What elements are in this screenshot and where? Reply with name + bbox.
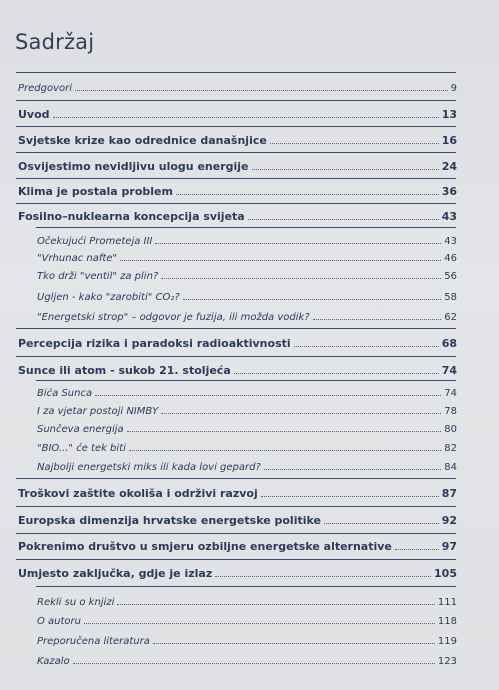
toc-entry-page: 58 xyxy=(444,292,457,303)
dot-leader xyxy=(324,520,439,524)
toc-entry-title: Osvijestimo nevidljivu ulogu energije xyxy=(18,160,249,173)
divider xyxy=(16,506,456,507)
toc-entry-page: 62 xyxy=(444,312,457,323)
toc-entry-title: Bića Sunca xyxy=(37,388,93,399)
toc-subentry[interactable] xyxy=(37,289,457,303)
toc-subentry[interactable] xyxy=(37,268,457,282)
toc-entry-europska[interactable] xyxy=(18,513,457,527)
toc-entry-klima[interactable] xyxy=(18,184,457,198)
toc-subentry[interactable] xyxy=(37,633,457,647)
dot-leader xyxy=(127,428,442,432)
toc-entry-fosilno[interactable] xyxy=(18,209,457,223)
toc-entry-page: 118 xyxy=(437,616,457,627)
toc-entry-page: 16 xyxy=(441,134,457,147)
dot-leader xyxy=(73,660,435,664)
toc-entry-percepcija[interactable] xyxy=(18,336,457,350)
toc-entry-title: "Energetski strop" – odgovor je fuzija, ili možda vodik? xyxy=(37,312,310,323)
toc-entry-title: Troškovi zaštite okoliša i održivi razvoj xyxy=(18,487,258,500)
dot-leader xyxy=(161,410,441,414)
toc-entry-page: 43 xyxy=(441,210,457,223)
toc-entry-title: Očekujući Prometeja III xyxy=(37,236,153,247)
dot-leader xyxy=(261,493,439,497)
divider xyxy=(16,203,456,204)
divider xyxy=(16,478,456,479)
toc-entry-title: "BIO..." će tek biti xyxy=(37,443,126,454)
dot-leader xyxy=(161,275,441,279)
toc-subentry[interactable] xyxy=(37,421,457,435)
toc-subentry[interactable] xyxy=(37,385,457,399)
toc-entry-page: 78 xyxy=(444,406,457,417)
toc-entry-page: 111 xyxy=(437,597,457,608)
dot-leader xyxy=(248,216,439,220)
toc-entry-title: Umjesto zaključka, gdje je izlaz xyxy=(18,567,213,580)
dot-leader xyxy=(129,447,441,451)
dot-leader xyxy=(95,392,441,396)
dot-leader xyxy=(215,573,431,577)
toc-entry-page: 97 xyxy=(441,540,457,553)
divider xyxy=(16,126,456,127)
toc-entry-title: Kazalo xyxy=(37,656,70,667)
toc-entry-page: 13 xyxy=(441,108,457,121)
toc-entry-title: Tko drži "ventil" za plin? xyxy=(37,271,159,282)
toc-entry-pokrenimo[interactable] xyxy=(18,539,457,553)
dot-leader xyxy=(155,240,441,244)
toc-entry-title: Europska dimenzija hrvatske energetske politike xyxy=(18,514,321,527)
toc-entry-sunce[interactable] xyxy=(18,363,457,377)
divider xyxy=(36,380,456,381)
toc-entry-title: Klima je postala problem xyxy=(18,185,173,198)
toc-entry-page: 74 xyxy=(441,364,457,377)
dot-leader xyxy=(270,140,439,144)
dot-leader xyxy=(120,257,441,261)
dot-leader xyxy=(176,191,439,195)
toc-subentry[interactable] xyxy=(37,403,457,417)
divider xyxy=(16,72,456,73)
toc-entry-title: Rekli su o knjizi xyxy=(37,597,115,608)
toc-entry-page: 87 xyxy=(441,487,457,500)
toc-entry-title: Uvod xyxy=(18,108,50,121)
toc-subentry[interactable] xyxy=(37,653,457,667)
toc-entry-title: Svjetske krize kao odrednice današnjice xyxy=(18,134,267,147)
toc-entry-title: Pokrenimo društvo u smjeru ozbiljne energetske alternative xyxy=(18,540,392,553)
toc-entry-title: "Vrhunac nafte" xyxy=(37,253,118,264)
dot-leader xyxy=(294,343,439,347)
toc-subentry[interactable] xyxy=(37,594,457,608)
toc-entry-title: Sunce ili atom - sukob 21. stoljeća xyxy=(18,364,231,377)
toc-entry-page: 9 xyxy=(450,83,457,94)
dot-leader xyxy=(84,620,435,624)
toc-entry-page: 119 xyxy=(437,636,457,647)
divider xyxy=(16,559,456,560)
toc-entry-page: 68 xyxy=(441,337,457,350)
divider xyxy=(16,328,456,329)
toc-entry-page: 43 xyxy=(444,236,457,247)
divider xyxy=(36,586,456,587)
toc-entry-uvod[interactable] xyxy=(18,107,457,121)
toc-entry-page: 56 xyxy=(444,271,457,282)
toc-entry-page: 84 xyxy=(444,462,457,473)
toc-entry-predgovori[interactable] xyxy=(18,80,457,94)
toc-entry-page: 92 xyxy=(441,514,457,527)
toc-subentry[interactable] xyxy=(37,459,457,473)
toc-entry-page: 24 xyxy=(441,160,457,173)
toc-entry-title: Percepcija rizika i paradoksi radioaktivnosti xyxy=(18,337,291,350)
dot-leader xyxy=(313,316,442,320)
toc-subentry[interactable] xyxy=(37,309,457,323)
toc-entry-svjetske[interactable] xyxy=(18,133,457,147)
divider xyxy=(16,356,456,357)
divider xyxy=(36,227,456,228)
toc-entry-page: 36 xyxy=(441,185,457,198)
toc-subentry[interactable] xyxy=(37,440,457,454)
toc-entry-title: Fosilno–nuklearna koncepcija svijeta xyxy=(18,210,245,223)
toc-entry-title: Predgovori xyxy=(18,83,73,94)
divider xyxy=(16,533,456,534)
toc-subentry[interactable] xyxy=(37,233,457,247)
toc-entry-page: 123 xyxy=(437,656,457,667)
toc-entry-umjesto[interactable] xyxy=(18,566,457,580)
divider xyxy=(16,100,456,101)
dot-leader xyxy=(395,546,439,550)
toc-entry-osvijestimo[interactable] xyxy=(18,159,457,173)
toc-entry-page: 80 xyxy=(444,424,457,435)
toc-entry-page: 82 xyxy=(444,443,457,454)
divider xyxy=(16,178,456,179)
toc-subentry[interactable] xyxy=(37,613,457,627)
toc-entry-title: Preporučena literatura xyxy=(37,636,150,647)
dot-leader xyxy=(264,466,441,470)
toc-subentry[interactable] xyxy=(37,250,457,264)
dot-leader xyxy=(252,166,439,170)
dot-leader xyxy=(53,114,439,118)
dot-leader xyxy=(153,640,435,644)
dot-leader xyxy=(183,296,442,300)
toc-entry-title: Ugljen - kako "zarobiti" CO₂? xyxy=(37,292,180,303)
dot-leader xyxy=(117,601,435,605)
toc-entry-title: Sunčeva energija xyxy=(37,424,124,435)
toc-entry-page: 105 xyxy=(434,567,457,580)
toc-entry-page: 74 xyxy=(444,388,457,399)
toc-entry-title: O autoru xyxy=(37,616,82,627)
toc-entry-title: Najbolji energetski miks ili kada lovi gepard? xyxy=(37,462,261,473)
dot-leader xyxy=(75,87,448,91)
toc-entry-title: I za vjetar postoji NIMBY xyxy=(37,406,159,417)
divider xyxy=(16,152,456,153)
dot-leader xyxy=(234,370,439,374)
toc-entry-page: 46 xyxy=(444,253,457,264)
toc-entry-troskovi[interactable] xyxy=(18,486,457,500)
page-title: Sadržaj xyxy=(15,30,95,54)
